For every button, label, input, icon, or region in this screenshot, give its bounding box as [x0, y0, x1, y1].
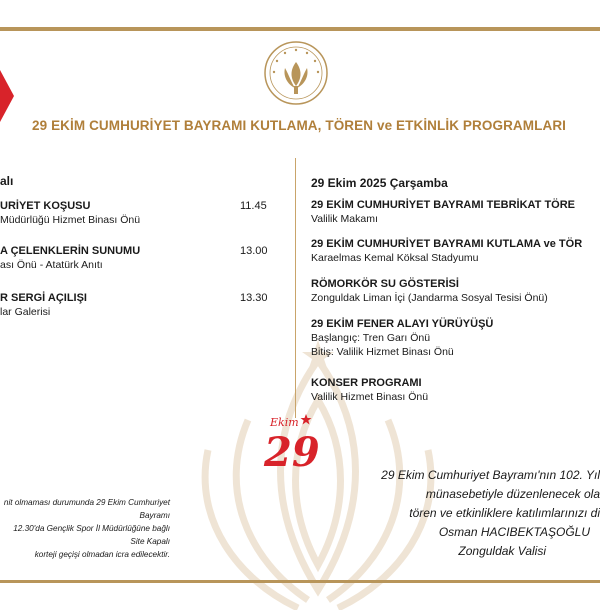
signature-title: Zonguldak Valisi — [458, 544, 546, 558]
page-title: 29 EKİM CUMHURİYET BAYRAMI KUTLAMA, TÖREN ve ETKİNLİK PROGRAMLARI — [32, 118, 567, 133]
29-ekim-logo — [262, 408, 332, 474]
right-event-2 — [311, 238, 582, 264]
event-title: A ÇELENKLERİN SUNUMU — [0, 245, 141, 257]
message-line: 29 Ekim Cumhuriyet Bayramı'nın 102. Yıl — [381, 468, 600, 482]
invitation-message — [332, 466, 600, 561]
logo-ekim-text: Ekim — [270, 416, 299, 429]
column-divider — [295, 158, 296, 418]
flag-icon — [0, 70, 14, 122]
event-place: Müdürlüğü Hizmet Binası Önü — [0, 214, 141, 226]
event-start: Başlangıç: Tren Garı Önü — [311, 332, 431, 344]
event-time: 13.30 — [240, 292, 268, 304]
left-event-2 — [0, 245, 268, 271]
event-time: 13.00 — [240, 245, 268, 257]
right-event-4 — [311, 318, 493, 358]
left-event-1 — [0, 200, 267, 226]
left-event-3 — [0, 292, 268, 318]
event-end: Bitiş: Valilik Hizmet Binası Önü — [311, 346, 454, 358]
left-day-heading: alı — [0, 174, 14, 188]
event-title: RÖMORKÖR SU GÖSTERİSİ — [311, 278, 459, 290]
footnote — [0, 496, 170, 561]
event-place: Karaelmas Kemal Köksal Stadyumu — [311, 252, 479, 264]
footnote-line: 12.30'da Gençlik Spor İl Müdürlüğüne bağlı Site Kapalı — [13, 524, 170, 546]
message-line: münasebetiyle düzenlenecek ola — [425, 487, 600, 501]
right-event-3 — [311, 278, 548, 304]
event-place: Zonguldak Liman İçi (Jandarma Sosyal Tesisi Önü) — [311, 292, 548, 304]
message-line: tören ve etkinliklere katılımlarınızı di — [409, 506, 600, 520]
star-icon — [301, 414, 312, 425]
event-title: 29 EKİM CUMHURİYET BAYRAMI TEBRİKAT TÖRE — [311, 199, 576, 211]
event-title: 29 EKİM CUMHURİYET BAYRAMI KUTLAMA ve TÖR — [311, 238, 583, 250]
footnote-line: nit olmaması durumunda 29 Ekim Cumhuriyet Bayramı — [3, 498, 170, 520]
right-event-5 — [311, 377, 428, 403]
footnote-line: korteji geçişi olmadan icra edilecektir. — [34, 550, 170, 559]
event-place: ası Önü - Atatürk Anıtı — [0, 259, 103, 271]
event-place: lar Galerisi — [0, 306, 51, 318]
event-place: Valilik Hizmet Binası Önü — [311, 391, 429, 403]
top-gold-border — [0, 27, 600, 31]
event-title: 29 EKİM FENER ALAYI YÜRÜYÜŞÜ — [311, 318, 494, 330]
event-place: Valilik Makamı — [311, 213, 378, 225]
event-title: KONSER PROGRAMI — [311, 377, 422, 389]
governorship-emblem-icon — [263, 40, 329, 106]
logo-number: 29 — [264, 429, 320, 474]
bottom-gold-border — [0, 580, 600, 583]
event-title: R SERGİ AÇILIŞI — [0, 292, 87, 304]
event-title: URİYET KOŞUSU — [0, 200, 91, 212]
event-time: 11.45 — [240, 200, 267, 212]
signature-name: Osman HACIBEKTAŞOĞLU — [438, 525, 590, 539]
right-event-1 — [311, 199, 575, 225]
right-day-heading: 29 Ekim 2025 Çarşamba — [311, 176, 448, 190]
